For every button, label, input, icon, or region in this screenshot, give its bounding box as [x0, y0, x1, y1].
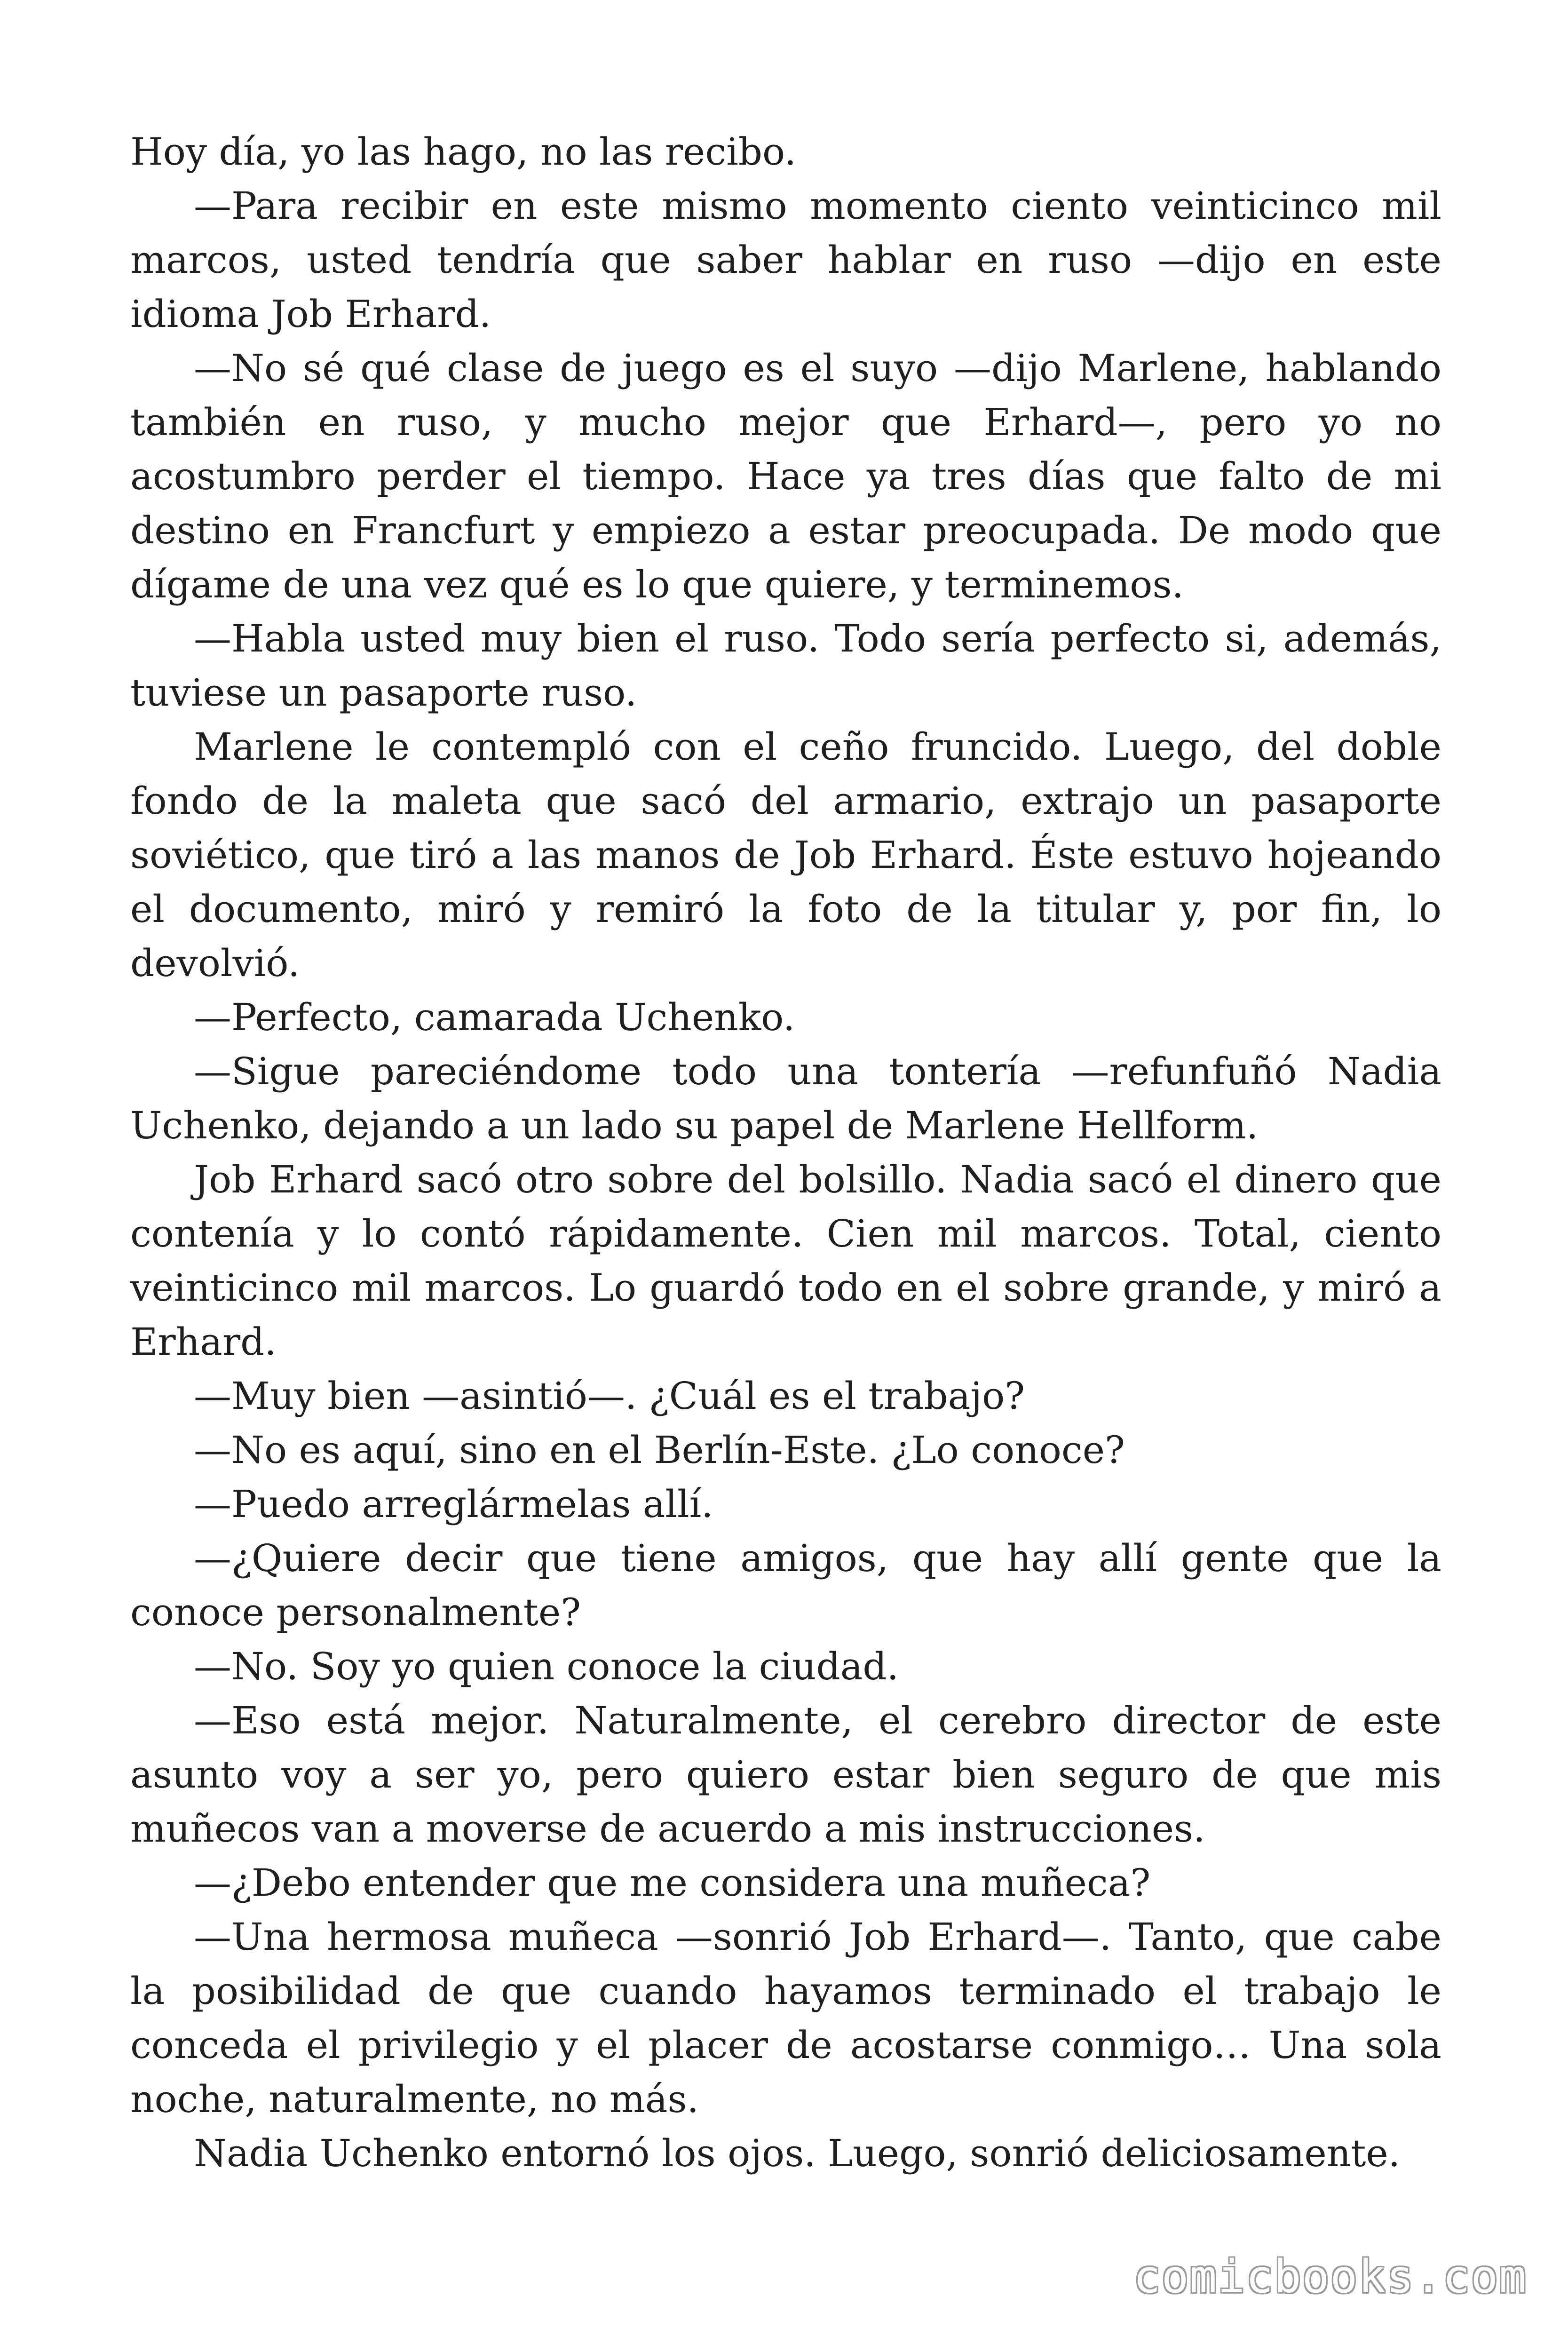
paragraph-13: —No. Soy yo quien conoce la ciudad.	[194, 1645, 899, 1688]
paragraph-8: Job Erhard sacó otro sobre del bolsillo. Nadia sacó el dinero que contenía y lo contó rápidamente. Cien mil marcos. Total, ciento veinticinco mil marcos. Lo guardó todo en el sobre grande, y miró a Erhard.	[130, 1158, 1441, 1364]
watermark-logo: comicbooks.com	[1133, 2250, 1527, 2303]
paragraph-2: —Para recibir en este mismo momento ciento veinticinco mil marcos, usted tendría que saber hablar en ruso —dijo en este idioma Job Erhard.	[130, 184, 1441, 336]
paragraph-12: —¿Quiere decir que tiene amigos, que hay allí gente que la conoce personalmente?	[130, 1536, 1441, 1634]
paragraph-14: —Eso está mejor. Naturalmente, el cerebro director de este asunto voy a ser yo, pero quiero estar bien seguro de que mis muñecos van a moverse de acuerdo a mis instrucciones.	[130, 1699, 1441, 1851]
paragraph-16: —Una hermosa muñeca —sonrió Job Erhard—. Tanto, que cabe la posibilidad de que cuando hayamos terminado el trabajo le conceda el privilegio y el placer de acostarse conmigo… Una sola noche, naturalmente, no más.	[130, 1915, 1441, 2121]
paragraph-7: —Sigue pareciéndome todo una tontería —refunfuñó Nadia Uchenko, dejando a un lado su papel de Marlene Hellform.	[130, 1049, 1441, 1147]
paragraph-10: —No es aquí, sino en el Berlín-Este. ¿Lo conoce?	[194, 1428, 1125, 1472]
paragraph-4: —Habla usted muy bien el ruso. Todo sería perfecto si, además, tuviese un pasaporte ruso.	[130, 617, 1441, 715]
paragraph-11: —Puedo arreglármelas allí.	[194, 1482, 713, 1526]
paragraph-15: —¿Debo entender que me considera una muñeca?	[194, 1861, 1151, 1905]
paragraph-5: Marlene le contempló con el ceño fruncido. Luego, del doble fondo de la maleta que sacó del armario, extrajo un pasaporte soviético, que tiró a las manos de Job Erhard. Éste estuvo hojeando el documento, miró y remiró la foto de la titular y, por fin, lo devolvió.	[130, 725, 1441, 985]
paragraph-9: —Muy bien —asintió—. ¿Cuál es el trabajo?	[194, 1374, 1025, 1418]
paragraph-1: Hoy día, yo las hago, no las recibo.	[130, 130, 797, 174]
paragraph-3: —No sé qué clase de juego es el suyo —dijo Marlene, hablando también en ruso, y mucho mejor que Erhard—, pero yo no acostumbro perder el tiempo. Hace ya tres días que falto de mi destino en Francfurt y empiezo a estar preocupada. De modo que dígame de una vez qué es lo que quiere, y terminemos.	[130, 346, 1441, 606]
book-page-text	[130, 125, 1441, 2180]
paragraph-17: Nadia Uchenko entornó los ojos. Luego, sonrió deliciosamente.	[194, 2131, 1401, 2175]
paragraph-6: —Perfecto, camarada Uchenko.	[194, 995, 795, 1039]
